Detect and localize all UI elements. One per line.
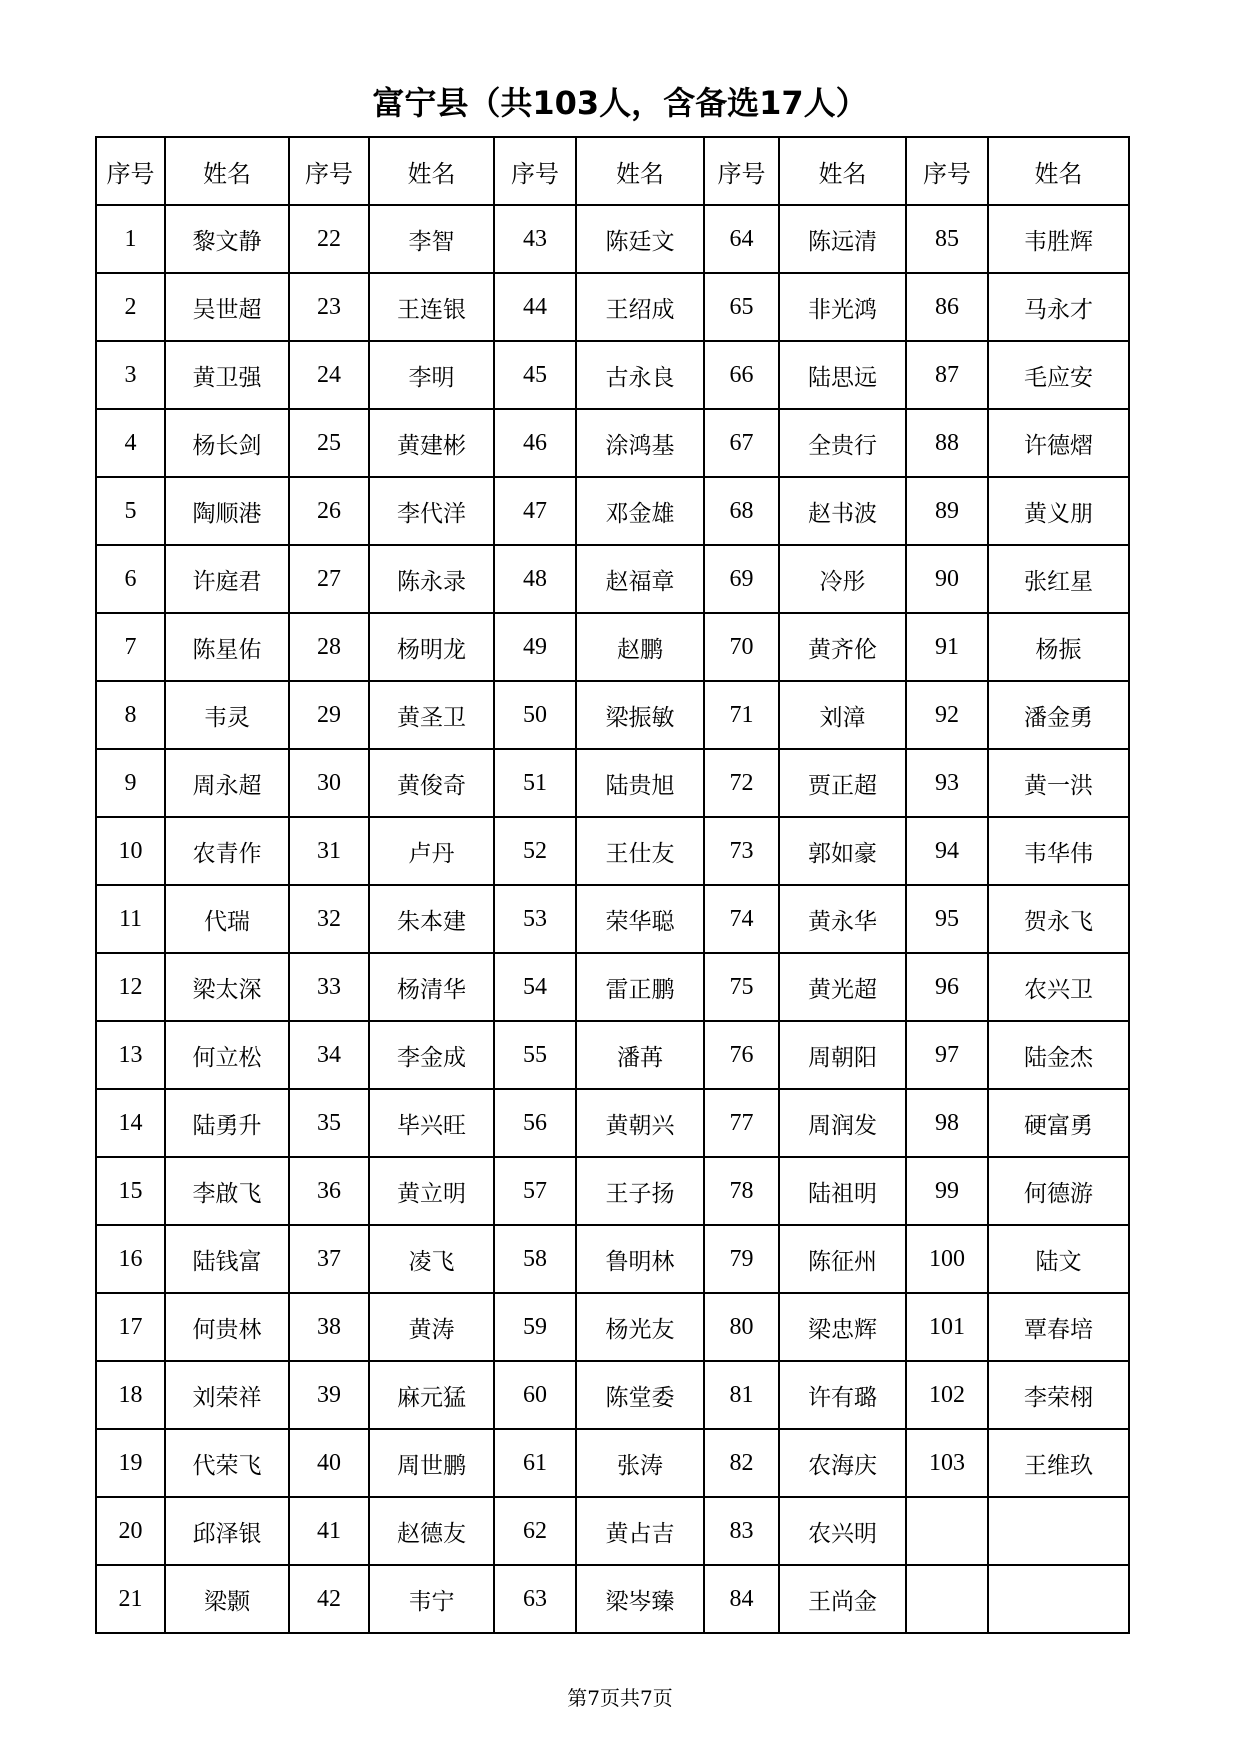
name-cell: 陈征州 [779,1225,906,1293]
number-cell: 40 [289,1429,369,1497]
name-cell: 许庭君 [165,545,289,613]
name-cell [988,1497,1129,1565]
number-cell: 7 [96,613,165,681]
number-cell: 52 [494,817,576,885]
name-cell: 陆贵旭 [576,749,704,817]
name-cell: 黄一洪 [988,749,1129,817]
name-cell: 卢丹 [369,817,494,885]
number-cell: 59 [494,1293,576,1361]
name-cell: 张红星 [988,545,1129,613]
number-cell: 10 [96,817,165,885]
number-cell: 12 [96,953,165,1021]
number-cell: 51 [494,749,576,817]
number-cell: 4 [96,409,165,477]
number-cell: 75 [704,953,779,1021]
number-cell: 61 [494,1429,576,1497]
header-cell-number: 序号 [289,137,369,205]
number-cell: 45 [494,341,576,409]
number-cell: 20 [96,1497,165,1565]
name-cell: 王子扬 [576,1157,704,1225]
name-cell: 韦华伟 [988,817,1129,885]
number-cell: 55 [494,1021,576,1089]
header-cell-number: 序号 [494,137,576,205]
header-cell-name: 姓名 [988,137,1129,205]
name-cell: 荣华聪 [576,885,704,953]
name-cell: 杨光友 [576,1293,704,1361]
name-cell: 黄立明 [369,1157,494,1225]
table-row [96,817,1129,885]
name-cell: 梁太深 [165,953,289,1021]
number-cell: 83 [704,1497,779,1565]
name-cell: 黎文静 [165,205,289,273]
name-cell: 代荣飞 [165,1429,289,1497]
number-cell: 24 [289,341,369,409]
table-row [96,477,1129,545]
name-cell: 冷彤 [779,545,906,613]
number-cell: 73 [704,817,779,885]
name-cell: 陆金杰 [988,1021,1129,1089]
header-row [96,137,1129,205]
number-cell: 96 [906,953,988,1021]
number-cell: 74 [704,885,779,953]
number-cell: 69 [704,545,779,613]
name-cell: 覃春培 [988,1293,1129,1361]
header-cell-name: 姓名 [165,137,289,205]
number-cell: 66 [704,341,779,409]
number-cell: 53 [494,885,576,953]
number-cell: 47 [494,477,576,545]
number-cell: 27 [289,545,369,613]
number-cell: 48 [494,545,576,613]
name-cell: 古永良 [576,341,704,409]
name-cell: 郭如豪 [779,817,906,885]
number-cell: 29 [289,681,369,749]
number-cell: 95 [906,885,988,953]
number-cell: 91 [906,613,988,681]
name-cell: 农青作 [165,817,289,885]
number-cell: 77 [704,1089,779,1157]
number-cell: 30 [289,749,369,817]
name-cell: 陆祖明 [779,1157,906,1225]
number-cell: 92 [906,681,988,749]
number-cell: 54 [494,953,576,1021]
table-row [96,341,1129,409]
name-cell: 刘漳 [779,681,906,749]
number-cell: 42 [289,1565,369,1633]
number-cell: 39 [289,1361,369,1429]
number-cell: 25 [289,409,369,477]
name-cell: 硬富勇 [988,1089,1129,1157]
name-cell: 李金成 [369,1021,494,1089]
name-cell: 杨振 [988,613,1129,681]
name-cell: 黄朝兴 [576,1089,704,1157]
number-cell: 49 [494,613,576,681]
name-cell: 马永才 [988,273,1129,341]
number-cell: 46 [494,409,576,477]
name-cell: 许有璐 [779,1361,906,1429]
number-cell: 78 [704,1157,779,1225]
name-cell: 非光鸿 [779,273,906,341]
number-cell: 18 [96,1361,165,1429]
number-cell: 97 [906,1021,988,1089]
name-cell: 黄建彬 [369,409,494,477]
table-row [96,409,1129,477]
name-cell: 毕兴旺 [369,1089,494,1157]
number-cell: 37 [289,1225,369,1293]
name-cell: 朱本建 [369,885,494,953]
number-cell: 81 [704,1361,779,1429]
name-cell: 何立松 [165,1021,289,1089]
table-row [96,1021,1129,1089]
name-cell: 黄光超 [779,953,906,1021]
number-cell: 16 [96,1225,165,1293]
header-cell-name: 姓名 [369,137,494,205]
name-cell: 凌飞 [369,1225,494,1293]
name-cell: 吴世超 [165,273,289,341]
number-cell: 64 [704,205,779,273]
header-cell-number: 序号 [96,137,165,205]
name-cell: 黄卫强 [165,341,289,409]
number-cell: 19 [96,1429,165,1497]
name-cell: 贾正超 [779,749,906,817]
table-row [96,1361,1129,1429]
number-cell: 33 [289,953,369,1021]
number-cell: 15 [96,1157,165,1225]
number-cell: 44 [494,273,576,341]
number-cell: 102 [906,1361,988,1429]
name-cell: 黄义朋 [988,477,1129,545]
name-cell: 何贵林 [165,1293,289,1361]
header-cell-name: 姓名 [779,137,906,205]
number-cell: 31 [289,817,369,885]
name-cell: 赵书波 [779,477,906,545]
name-cell: 梁岑臻 [576,1565,704,1633]
number-cell: 5 [96,477,165,545]
table-row [96,885,1129,953]
table-row [96,1565,1129,1633]
table-row [96,1225,1129,1293]
name-cell: 周永超 [165,749,289,817]
number-cell [906,1565,988,1633]
table-row [96,749,1129,817]
number-cell: 22 [289,205,369,273]
name-cell: 陈永录 [369,545,494,613]
number-cell: 14 [96,1089,165,1157]
number-cell: 65 [704,273,779,341]
number-cell: 71 [704,681,779,749]
number-cell: 89 [906,477,988,545]
number-cell: 2 [96,273,165,341]
number-cell: 70 [704,613,779,681]
name-cell: 贺永飞 [988,885,1129,953]
number-cell: 36 [289,1157,369,1225]
number-cell: 68 [704,477,779,545]
name-cell: 陆勇升 [165,1089,289,1157]
name-cell: 韦胜辉 [988,205,1129,273]
number-cell: 56 [494,1089,576,1157]
table-row [96,953,1129,1021]
name-cell: 农海庆 [779,1429,906,1497]
name-cell: 李智 [369,205,494,273]
name-cell: 周世鹏 [369,1429,494,1497]
number-cell: 58 [494,1225,576,1293]
name-cell: 陆文 [988,1225,1129,1293]
header-cell-number: 序号 [704,137,779,205]
name-cell: 毛应安 [988,341,1129,409]
table-row [96,1429,1129,1497]
number-cell: 26 [289,477,369,545]
name-cell: 黄俊奇 [369,749,494,817]
name-cell: 陆钱富 [165,1225,289,1293]
name-cell: 刘荣祥 [165,1361,289,1429]
number-cell: 101 [906,1293,988,1361]
name-cell: 潘金勇 [988,681,1129,749]
number-cell: 23 [289,273,369,341]
name-cell: 潘苒 [576,1021,704,1089]
name-cell: 陈廷文 [576,205,704,273]
number-cell: 80 [704,1293,779,1361]
number-cell: 38 [289,1293,369,1361]
number-cell: 84 [704,1565,779,1633]
number-cell: 98 [906,1089,988,1157]
number-cell: 3 [96,341,165,409]
name-cell: 农兴明 [779,1497,906,1565]
name-cell: 农兴卫 [988,953,1129,1021]
number-cell: 6 [96,545,165,613]
name-cell: 李啟飞 [165,1157,289,1225]
name-cell: 陈远清 [779,205,906,273]
table-row [96,1293,1129,1361]
number-cell: 34 [289,1021,369,1089]
number-cell: 35 [289,1089,369,1157]
name-cell: 梁忠辉 [779,1293,906,1361]
name-cell: 赵福章 [576,545,704,613]
number-cell: 17 [96,1293,165,1361]
page-title: 富宁县（共103人，含备选17人） [372,84,868,122]
table-row [96,1157,1129,1225]
name-cell: 涂鸿基 [576,409,704,477]
name-cell: 李明 [369,341,494,409]
number-cell: 13 [96,1021,165,1089]
name-cell [988,1565,1129,1633]
number-cell: 87 [906,341,988,409]
name-cell: 王绍成 [576,273,704,341]
number-cell: 9 [96,749,165,817]
number-cell: 99 [906,1157,988,1225]
number-cell: 90 [906,545,988,613]
number-cell: 57 [494,1157,576,1225]
name-cell: 黄永华 [779,885,906,953]
number-cell: 82 [704,1429,779,1497]
table-row [96,1089,1129,1157]
name-cell: 黄圣卫 [369,681,494,749]
number-cell: 8 [96,681,165,749]
number-cell: 88 [906,409,988,477]
number-cell: 41 [289,1497,369,1565]
name-cell: 黄占吉 [576,1497,704,1565]
number-cell: 100 [906,1225,988,1293]
name-cell: 麻元猛 [369,1361,494,1429]
number-cell: 60 [494,1361,576,1429]
name-cell: 韦灵 [165,681,289,749]
name-cell: 韦宁 [369,1565,494,1633]
name-cell: 赵德友 [369,1497,494,1565]
name-cell: 黄齐伦 [779,613,906,681]
name-cell: 张涛 [576,1429,704,1497]
name-cell: 周朝阳 [779,1021,906,1089]
roster-body [96,205,1129,1633]
name-cell: 邱泽银 [165,1497,289,1565]
number-cell: 11 [96,885,165,953]
number-cell: 85 [906,205,988,273]
number-cell: 43 [494,205,576,273]
number-cell: 103 [906,1429,988,1497]
number-cell: 50 [494,681,576,749]
table-row [96,1497,1129,1565]
number-cell: 72 [704,749,779,817]
number-cell [906,1497,988,1565]
name-cell: 鲁明林 [576,1225,704,1293]
number-cell: 86 [906,273,988,341]
name-cell: 邓金雄 [576,477,704,545]
name-cell: 黄涛 [369,1293,494,1361]
number-cell: 63 [494,1565,576,1633]
table-row [96,545,1129,613]
name-cell: 杨明龙 [369,613,494,681]
name-cell: 杨清华 [369,953,494,1021]
name-cell: 雷正鹏 [576,953,704,1021]
number-cell: 94 [906,817,988,885]
name-cell: 许德熠 [988,409,1129,477]
name-cell: 梁振敏 [576,681,704,749]
table-row [96,681,1129,749]
name-cell: 李荣栩 [988,1361,1129,1429]
number-cell: 28 [289,613,369,681]
table-row [96,613,1129,681]
number-cell: 1 [96,205,165,273]
name-cell: 陈堂委 [576,1361,704,1429]
name-cell: 王尚金 [779,1565,906,1633]
name-cell: 陆思远 [779,341,906,409]
roster-table [95,136,1130,1634]
number-cell: 62 [494,1497,576,1565]
table-row [96,205,1129,273]
number-cell: 67 [704,409,779,477]
number-cell: 79 [704,1225,779,1293]
table-row [96,273,1129,341]
page-footer: 第7页共7页 [567,1686,673,1710]
name-cell: 王仕友 [576,817,704,885]
name-cell: 代瑞 [165,885,289,953]
header-cell-name: 姓名 [576,137,704,205]
name-cell: 李代洋 [369,477,494,545]
name-cell: 赵鹏 [576,613,704,681]
number-cell: 21 [96,1565,165,1633]
name-cell: 全贵行 [779,409,906,477]
header-cell-number: 序号 [906,137,988,205]
name-cell: 杨长剑 [165,409,289,477]
name-cell: 何德游 [988,1157,1129,1225]
name-cell: 陶顺港 [165,477,289,545]
name-cell: 梁颢 [165,1565,289,1633]
name-cell: 王连银 [369,273,494,341]
name-cell: 王维玖 [988,1429,1129,1497]
number-cell: 32 [289,885,369,953]
name-cell: 周润发 [779,1089,906,1157]
number-cell: 93 [906,749,988,817]
name-cell: 陈星佑 [165,613,289,681]
number-cell: 76 [704,1021,779,1089]
